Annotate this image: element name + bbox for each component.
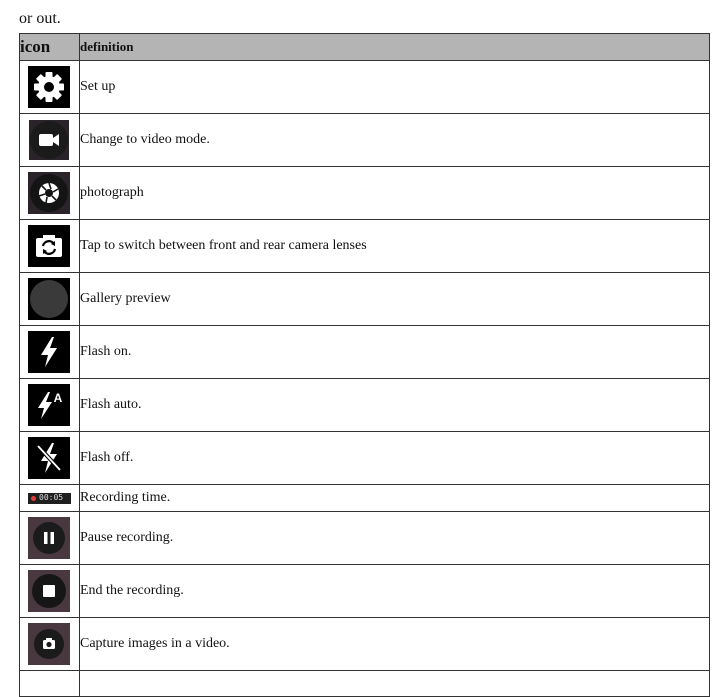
table-row <box>20 220 710 273</box>
flash-auto-icon <box>28 384 70 426</box>
recording-dot-icon <box>31 496 36 501</box>
pause-icon <box>28 517 70 559</box>
icon-cell <box>20 273 80 326</box>
header-definition: definition <box>80 34 710 61</box>
table-row <box>20 114 710 167</box>
icon-cell <box>20 565 80 618</box>
definition-cell: Flash on. <box>80 326 710 379</box>
table-row <box>20 326 710 379</box>
definition-cell: Set up <box>80 61 710 114</box>
definition-cell: Flash off. <box>80 432 710 485</box>
shutter-icon <box>28 172 70 214</box>
table-row <box>20 379 710 432</box>
definition-cell <box>80 671 710 697</box>
icon-cell <box>20 432 80 485</box>
table-row <box>20 671 710 697</box>
video-camera-icon <box>28 119 70 161</box>
gallery-preview-icon <box>28 278 70 320</box>
definition-cell: Recording time. <box>80 485 710 512</box>
icon-cell <box>20 485 80 512</box>
flash-on-icon <box>28 331 70 373</box>
definition-cell: Capture images in a video. <box>80 618 710 671</box>
table-row <box>20 432 710 485</box>
definition-cell: Pause recording. <box>80 512 710 565</box>
definition-cell: End the recording. <box>80 565 710 618</box>
flash-off-icon <box>28 437 70 479</box>
header-icon: icon <box>20 34 80 61</box>
table-row <box>20 167 710 220</box>
flash-auto-letter: A <box>53 391 63 405</box>
recording-time-value: 00:05 <box>39 493 64 502</box>
definition-cell: Tap to switch between front and rear camera lenses <box>80 220 710 273</box>
switch-camera-icon <box>28 225 70 267</box>
icon-cell <box>20 512 80 565</box>
table-row <box>20 618 710 671</box>
icon-cell <box>20 114 80 167</box>
definition-cell: photograph <box>80 167 710 220</box>
table-row <box>20 485 710 512</box>
stop-icon <box>28 570 70 612</box>
table-row <box>20 565 710 618</box>
definition-cell: Change to video mode. <box>80 114 710 167</box>
table-row <box>20 512 710 565</box>
table-row <box>20 273 710 326</box>
recording-time-icon <box>28 493 71 504</box>
icon-cell <box>20 379 80 432</box>
icon-cell <box>20 618 80 671</box>
lead-text: or out. <box>19 10 61 27</box>
icon-definition-table <box>19 33 710 697</box>
table-row <box>20 61 710 114</box>
definition-cell: Gallery preview <box>80 273 710 326</box>
gear-icon <box>28 66 70 108</box>
icon-cell <box>20 326 80 379</box>
icon-cell <box>20 61 80 114</box>
icon-cell <box>20 167 80 220</box>
icon-cell <box>20 671 80 697</box>
definition-cell: Flash auto. <box>80 379 710 432</box>
table-header-row <box>20 34 710 61</box>
capture-in-video-icon <box>28 623 70 665</box>
icon-cell <box>20 220 80 273</box>
